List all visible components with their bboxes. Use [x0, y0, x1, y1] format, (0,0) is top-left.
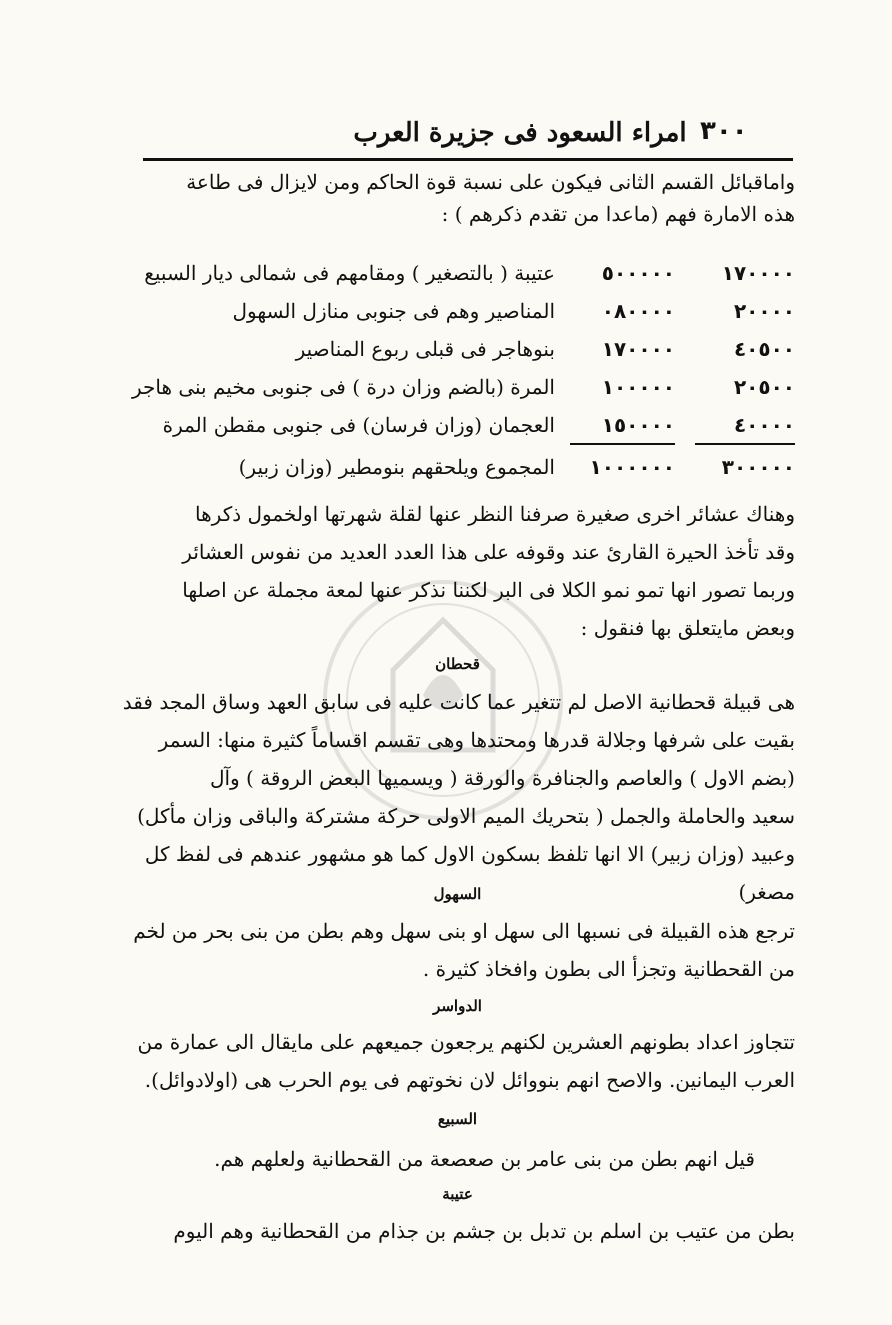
table-cell-count1: ٢٠٠٠٠ [733, 299, 795, 323]
text-line: العرب اليمانين. والاصح انهم بنووائل لان نخوتهم فى يوم الحرب هى (اولادوائل). [144, 1068, 795, 1092]
section-paragraph [120, 912, 795, 988]
text-line: هذه الامارة فهم (ماعدا من تقدم ذكرهم ) : [441, 202, 795, 226]
text-line: هى قبيلة قحطانية الاصل لم تتغير عما كانت عليه فى سابق العهد وساق المجد فقد [122, 690, 795, 714]
table-cell-count2: ١٥٠٠٠٠ [601, 413, 675, 437]
text-line: ترجع هذه القبيلة فى نسبها الى سهل او بنى سهل وهم بطن من بنى بحر من لخم [133, 919, 795, 943]
section-heading: قحطان [435, 655, 480, 673]
text-line: وهناك عشائر اخرى صغيرة صرفنا النظر عنها لقلة شهرتها اولخمول ذكرها [195, 502, 795, 526]
text-line: واماقبائل القسم الثانى فيكون على نسبة قوة الحاكم ومن لايزال فى طاعة [186, 170, 795, 194]
section-paragraph [120, 1023, 795, 1099]
table-row [120, 369, 795, 407]
section-heading: الدواسر [433, 997, 482, 1015]
table-row [120, 331, 795, 369]
table-cell-count2: ١٧٠٠٠٠ [601, 337, 675, 361]
sum-underline [695, 443, 795, 445]
table-cell-count2: ٥٠٠٠٠٠ [601, 261, 675, 285]
text-line: بطن من عتيب بن اسلم بن تدبل بن جشم بن جذام من القحطانية وهم اليوم [173, 1219, 795, 1243]
page-number: ٣٠٠ [700, 116, 748, 146]
table-row [120, 293, 795, 331]
table-cell-count1: ٢٠٥٠٠ [733, 375, 795, 399]
text-line: تتجاوز اعداد بطونهم العشرين لكنهم يرجعون جميعهم على مايقال الى عمارة من [137, 1030, 795, 1054]
total-count2: ١٠٠٠٠٠٠ [589, 455, 675, 479]
text-line: سعيد والحاملة والجمل ( بتحريك الميم الاولى حركة مشتركة والباقى وزان مأكل) [137, 804, 795, 828]
total-label: المجموع ويلحقهم بنومطير (وزان زبير) [238, 455, 555, 479]
section-heading: السبيع [437, 1110, 478, 1128]
table-cell-name: العجمان (وزان فرسان) فى جنوبى مقطن المرة [162, 413, 555, 437]
table-row [120, 407, 795, 445]
table-cell-name: بنوهاجر فى قبلى ربوع المناصير [295, 337, 555, 361]
section-paragraph [120, 1140, 795, 1178]
table-total-row [120, 449, 795, 487]
header-rule [143, 158, 793, 161]
table-cell-count2: ١٠٠٠٠٠ [601, 375, 675, 399]
total-count1: ٣٠٠٠٠٠ [721, 455, 795, 479]
text-line: من القحطانية وتجزأ الى بطون وافخاذ كثيرة . [422, 957, 795, 981]
text-line: وقد تأخذ الحيرة القارئ عند وقوفه على هذا العدد العديد من نفوس العشائر [182, 540, 795, 564]
tribes-table [120, 255, 795, 487]
table-row [120, 255, 795, 293]
text-line: بقيت على شرفها وجلالة قدرها ومحتدها وهى تقسم اقساماً كثيرة منها: السمر [158, 728, 795, 752]
section-paragraph [120, 683, 795, 911]
table-cell-name: عتيبة ( بالتصغير ) ومقامهم فى شمالى ديار السبيع [144, 261, 555, 285]
text-line: وعبيد (وزان زبير) الا انها تلفظ بسكون الاول كما هو مشهور عندهم فى لفظ كل مصغر) [144, 842, 795, 904]
text-line: (بضم الاول ) والعاصم والجنافرة والورقة ( ويسميها البعض الروقة ) وآل [209, 766, 795, 790]
table-cell-name: المناصير وهم فى جنوبى منازل السهول [232, 299, 555, 323]
section-heading: عتيبة [442, 1185, 473, 1203]
running-header-title: امراء السعود فى جزيرة العرب [353, 118, 687, 148]
sum-underline [570, 443, 675, 445]
section-paragraph [120, 1212, 795, 1250]
table-cell-name: المرة (بالضم وزان درة ) فى جنوبى مخيم بنى هاجر [131, 375, 555, 399]
text-line: قيل انهم بطن من بنى عامر بن صعصعة من القحطانية ولعلهم هم. [214, 1147, 755, 1171]
text-line: وبعض مايتعلق بها فنقول : [580, 616, 795, 640]
table-cell-count1: ٤٠٥٠٠ [733, 337, 795, 361]
text-line: وربما تصور انها تمو نمو الكلا فى البر لكننا نذكر عنها لمعة مجملة عن اصلها [182, 578, 795, 602]
section-heading: السهول [433, 885, 482, 903]
after-table-paragraph [120, 495, 795, 647]
table-cell-count1: ٤٠٠٠٠ [733, 413, 795, 437]
intro-paragraph [120, 166, 795, 230]
table-cell-count1: ١٧٠٠٠٠ [721, 261, 795, 285]
table-cell-count2: ٠٨٠٠٠٠ [601, 299, 675, 323]
